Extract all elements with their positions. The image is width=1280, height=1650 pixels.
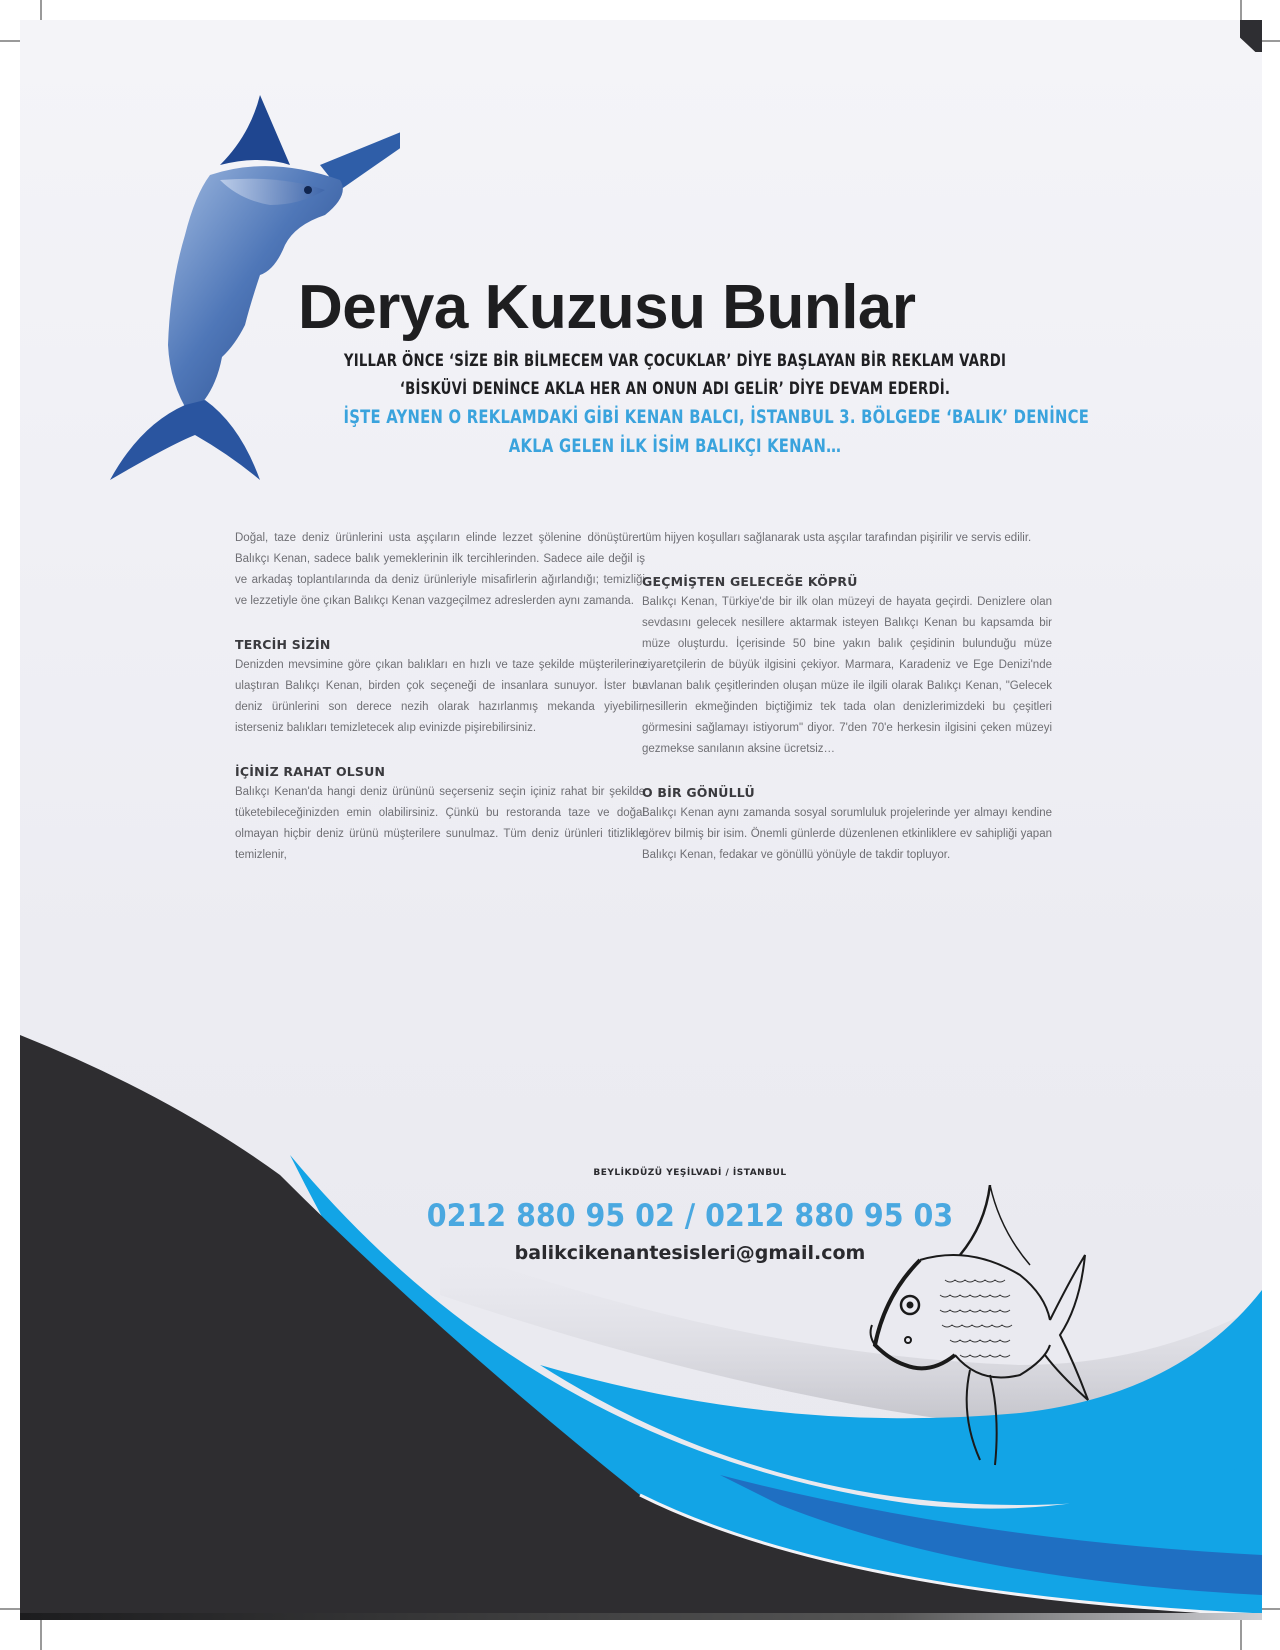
section-title-tercih-sizin: TERCİH SİZİN: [235, 637, 331, 652]
crop-mark: [1240, 1620, 1242, 1650]
left-intro: Doğal, taze deniz ürünlerini usta aşçıların elinde lezzet şölenine dönüştüren Balıkçı Kenan, sadece balık yemeklerinin ilk tercihlerinden. Sadece aile değil iş ve arkadaş toplantılarında da deniz ürünleriyle misafirlerin ağırlandığı; temizliği ve lezzetiyle öne çıkan Balıkçı Kenan vazgeçilmez adreslerden aynı zamanda.: [235, 532, 645, 607]
section-title-o-bir-gonullu: O BİR GÖNÜLLÜ: [642, 785, 755, 800]
address: BEYLİKDÜZÜ YEŞİLVADİ / İSTANBUL: [593, 1168, 787, 1178]
section-body-tercih-sizin: Denizden mevsimine göre çıkan balıkları en hızlı ve taze şekilde müşterilerine ulaştıran Balıkçı Kenan, birden çok seçeneği de insanlara sunuyor. İster bu deniz ürünlerini son derece nezih olarak hazırlanmış mekanda yiyebilir, isterseniz balıkları temizletecek alıp evinizde pişirebilirsiniz.: [235, 659, 645, 734]
section-body-o-bir-gonullu: Balıkçı Kenan aynı zamanda sosyal sorumluluk projelerinde yer almayı kendine görev bilmiş bir isim. Önemli günlerde düzenlenen etkinliklere ev sahipliği yapan Balıkçı Kenan, fedakar ve gönüllü yönüyle de takdir topluyor.: [642, 807, 1052, 861]
section-body-iciniz-rahat-olsun: Balıkçı Kenan'da hangi deniz ürününü seçerseniz seçin içiniz rahat bir şekilde tüketebileceğinizden emin olabilirsiniz. Çünkü bu restoranda taze ve doğal olmayan hiçbir deniz ürünü müşterilere sunulmaz. Tüm deniz ürünleri titizlikle temizlenir,: [235, 786, 645, 861]
crop-mark: [40, 1620, 42, 1650]
email-address: balikcikenantesisleri@gmail.com: [514, 1242, 866, 1264]
crop-mark: [1262, 1608, 1280, 1610]
phone-numbers: 0212 880 95 02 / 0212 880 95 03: [426, 1198, 954, 1234]
crop-mark: [0, 1608, 20, 1610]
sketch-fish-icon: [860, 1185, 1090, 1475]
headline: Derya Kuzusu Bunlar: [298, 273, 916, 342]
flyer-page: [20, 20, 1262, 1620]
section-title-iciniz-rahat-olsun: İÇİNİZ RAHAT OLSUN: [235, 764, 386, 779]
subheadline-blue-line-1: İŞTE AYNEN O REKLAMDAKİ GİBİ KENAN BALCI, İSTANBUL 3. BÖLGEDE ‘BALIK’ DENİNCE: [343, 406, 1090, 428]
right-column: [642, 528, 1052, 866]
section-title-gecmisten-gelecege-kopru: GEÇMİŞTEN GELECEĞE KÖPRÜ: [642, 574, 858, 589]
section-body-gecmisten-gelecege-kopru: Balıkçı Kenan, Türkiye'de bir ilk olan müzeyi de hayata geçirdi. Denizlere olan sevdasını gelecek nesillere aktarmak isteyen Balıkçı Kenan bu kapsamda bir müze oluşturdu. İçerisinde 50 bine yakın balık çeşidinin bulunduğu müze ziyaretçilerin de büyük ilgisini çekiyor. Marmara, Karadeniz ve Ege Denizi'nde avlanan balık çeşitlerinden oluşan müze ile ilgili olarak Balıkçı Kenan, "Gelecek nesillerin ekmeğinden biçtiğimiz tek tada olan denizlerimizdeki bu çeşitleri görmesini sağlamayı istiyorum" diyor. 7'den 70'e herkesin ilgisini çeken müzeyi gezmekse sanılanın aksine ücretsiz…: [642, 596, 1052, 755]
right-intro: tüm hijyen koşulları sağlanarak usta aşçılar tarafından pişirilir ve servis edilir.: [642, 532, 1032, 544]
left-column: [235, 528, 645, 866]
subheadline-line-2: ‘BİSKÜVİ DENİNCE AKLA HER AN ONUN ADI GELİR’ DİYE DEVAM EDERDİ.: [399, 379, 951, 399]
crop-mark: [1262, 40, 1280, 42]
crop-mark: [1240, 0, 1242, 20]
subheadline-line-1: YILLAR ÖNCE ‘SİZE BİR BİLMECEM VAR ÇOCUKLAR’ DİYE BAŞLAYAN BİR REKLAM VARDI: [343, 351, 1007, 371]
subheadline-blue-line-2: AKLA GELEN İLK İSİM BALIKÇI KENAN…: [508, 435, 842, 457]
